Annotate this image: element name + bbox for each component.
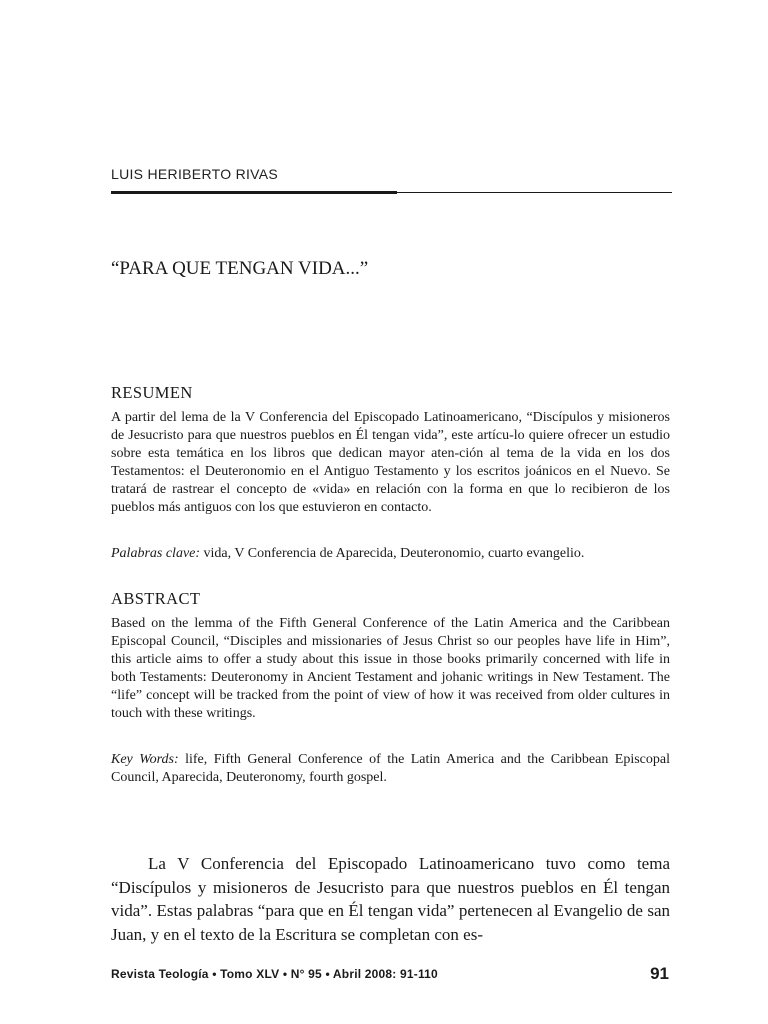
resumen-heading: RESUMEN: [111, 383, 193, 402]
footer-journal: Revista Teología • Tomo XLV • N° 95 • Abril 2008: 91-110: [111, 967, 438, 981]
page-number: 91: [650, 964, 669, 983]
resumen-text: A partir del lema de la V Conferencia del Episcopado Latinoamericano, “Discípulos y misioneros de Jesucristo para que nuestros pueblos en Él tengan vida”, este artícu-lo quiere ofrecer un estudio sobre esta temática en los libros que dedican mayor aten-ción al tema de la vida en los dos Testamentos: el Deuteronomio en el Antiguo Testamento y los escritos joánicos en el Nuevo. Se tratará de rastrear el concepto de «vida» en relación con la forma en que lo recibieron de los pueblos más antiguos con los que estuvieron en contacto.: [111, 410, 670, 515]
abstract-keywords-label: Key Words:: [111, 752, 179, 767]
abstract-heading: ABSTRACT: [111, 589, 201, 608]
resumen-keywords: [111, 545, 670, 563]
body-paragraph: La V Conferencia del Episcopado Latinoamericano tuvo como tema “Discípulos y misioneros de Jesucristo para que nuestros pueblos en Él tengan vida”. Estas palabras “para que en Él tengan vida” pertenecen al Evangelio de san Juan, y en el texto de la Escritura se completan con es-: [111, 854, 670, 944]
author-name: LUIS HERIBERTO RIVAS: [111, 166, 279, 182]
abstract-text: Based on the lemma of the Fifth General Conference of the Latin America and the Caribbean Episcopal Council, “Disciples and missionaries of Jesus Christ so our peoples have life in Him”, this article aims to offer a study about this issue in those books primarily concerned with life in both Testaments: Deuteronomy in Ancient Testament and johanic writings in New Testament. The “life” concept will be tracked from the point of view of how it was received from older cultures in touch with these writings.: [111, 616, 670, 721]
abstract-keywords-list: life, Fifth General Conference of the Latin America and the Caribbean Episcopal Council, Aparecida, Deuteronomy, fourth gospel.: [111, 752, 670, 785]
resumen-keywords-label: Palabras clave:: [111, 546, 201, 561]
resumen-keywords-list: vida, V Conferencia de Aparecida, Deuteronomio, cuarto evangelio.: [200, 546, 585, 561]
header-rule-thin: [397, 192, 672, 193]
header-rule-thick: [111, 191, 397, 194]
abstract-keywords: [111, 751, 670, 787]
article-title: “PARA QUE TENGAN VIDA...”: [111, 258, 369, 279]
